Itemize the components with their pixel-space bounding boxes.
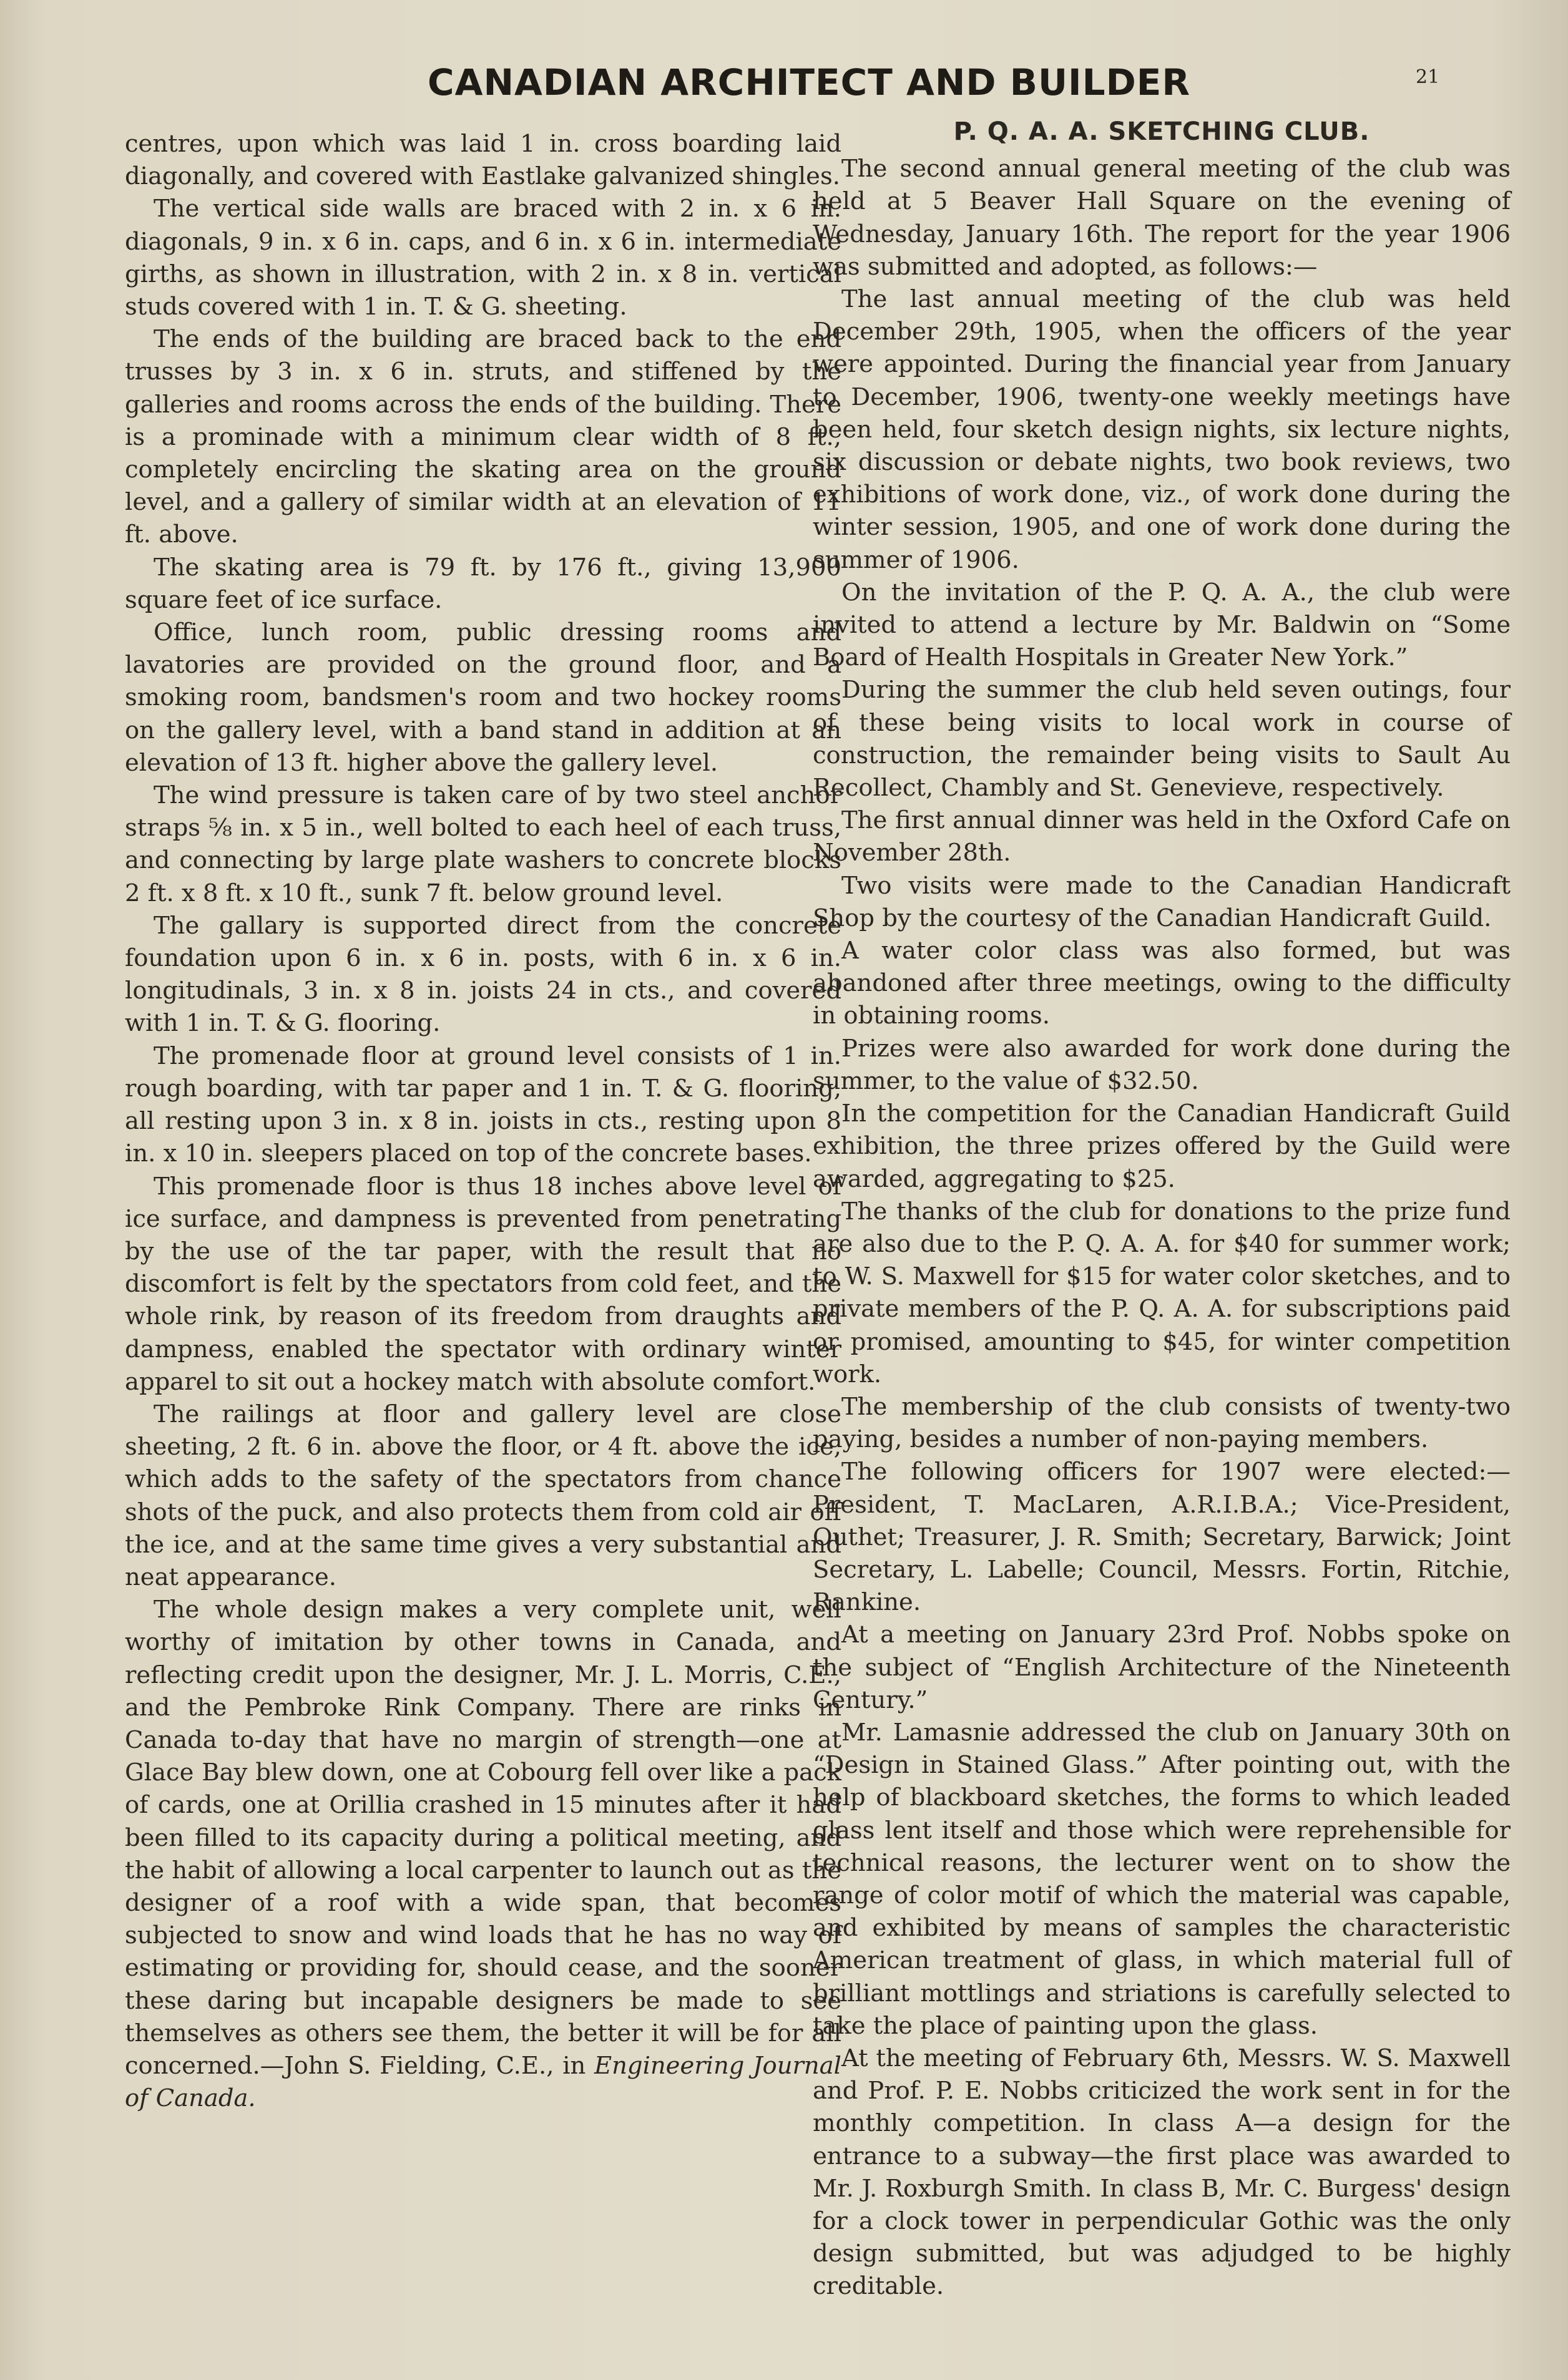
paragraph: The skating area is 79 ft. by 176 ft., giving 13,900 square feet of ice surface.: [125, 553, 841, 614]
right-column: [813, 115, 1511, 2303]
paragraph: The railings at floor and gallery level are close sheeting, 2 ft. 6 in. above the floor, or 4 ft. above the ice, which adds to the safety of the spectators from chance shots of the puck, and also protects them from cold air off the ice, and at the same time gives a very substantial and neat appearance.: [125, 1400, 841, 1591]
paragraph: The wind pressure is taken care of by two steel anchor straps ⅝ in. x 5 in., well bolted to each heel of each truss, and connecting by large plate washers to concrete blocks 2 ft. x 8 ft. x 10 ft., sunk 7 ft. below ground level.: [125, 781, 841, 907]
paragraph: Prizes were also awarded for work done during the summer, to the value of $32.50.: [813, 1034, 1511, 1095]
left-column: [125, 128, 841, 2115]
paragraph: In the competition for the Canadian Handicraft Guild exhibition, the three prizes offered by the Guild were awarded, aggregating to $25.: [813, 1100, 1511, 1193]
paragraph: At the meeting of February 6th, Messrs. W. S. Maxwell and Prof. P. E. Nobbs criticized the work sent in for the monthly competition. In class A—a design for the entrance to a subway—the first place was awarded to Mr. J. Roxburgh Smith. In class B, Mr. C. Burgess' design for a clock tower in perpendicular Gothic was the only design submitted, but was adjudged to be highly creditable.: [813, 2044, 1511, 2301]
paragraph: The vertical side walls are braced with 2 in. x 6 in. diagonals, 9 in. x 6 in. caps, and 6 in. x 6 in. intermediate girths, as shown in illustration, with 2 in. x 8 in. vertical studs covered with 1 in. T. & G. sheeting.: [125, 195, 841, 321]
paragraph: The thanks of the club for donations to the prize fund are also due to the P. Q. A. A. for $40 for summer work; to W. S. Maxwell for $15 for water color sketches, and to private members of the P. Q. A. A. for subscriptions paid or promised, amounting to $45, for winter competition work.: [813, 1197, 1511, 1388]
paragraph: Mr. Lamasnie addressed the club on January 30th on “Design in Stained Glass.” After pointing out, with the help of blackboard sketches, the forms to which leaded glass lent itself and those which were reprehensible for technical reasons, the lecturer went on to show the range of color motif of which the material was capable, and exhibited by means of samples the characteristic American treatment of glass, in which material full of brilliant mottlings and striations is carefully selected to take the place of painting upon the glass.: [813, 1718, 1511, 2040]
page-number: 21: [1416, 66, 1440, 88]
closing-text: The whole design makes a very complete unit, well worthy of imitation by other towns in Canada, and reflecting credit upon the designer, Mr. J. L. Morris, C.E., and the Pembroke Rink Company. There are rinks in Canada to-day that have no margin of strength—one at Glace Bay blew down, one at Cobourg fell over like a pack of cards, one at Orillia crashed in 15 minutes after it had been filled to its capacity during a political meeting, and the habit of allowing a local carpenter to launch out as the designer of a roof with a wide span, that becomes subjected to snow and wind loads that he has no way of estimating or providing for, should cease, and the sooner these daring but incapable designers be made to see themselves as others see them, the better it will be for all concerned.—John S. Fielding, C.E., in: [125, 1596, 841, 2080]
closing-paragraph: [125, 1594, 841, 2115]
paragraph: The following officers for 1907 were elected:—President, T. MacLaren, A.R.I.B.A.; Vice-President, Outhet; Treasurer, J. R. Smith; Secretary, Barwick; Joint Secretary, L. Labelle; Council, Messrs. Fortin, Ritchie, Rankine.: [813, 1458, 1511, 1617]
page-header: [0, 55, 1568, 124]
paragraph: The last annual meeting of the club was held December 29th, 1905, when the officers of the year were appointed. During the financial year from January to December, 1906, twenty-one weekly meetings have been held, four sketch design nights, six lecture nights, six discussion or debate nights, two book reviews, two exhibitions of work done, viz., of work done during the winter session, 1905, and one of work done during the summer of 1906.: [813, 285, 1511, 574]
paragraph: A water color class was also formed, but was abandoned after three meetings, owing to the difficulty in obtaining rooms.: [813, 937, 1511, 1030]
paragraph: Office, lunch room, public dressing rooms and lavatories are provided on the ground floor, and a smoking room, bandsmen's room and two hockey rooms on the gallery level, with a band stand in addition at an elevation of 13 ft. higher above the gallery level.: [125, 618, 841, 777]
paragraph: The promenade floor at ground level consists of 1 in. rough boarding, with tar paper and 1 in. T. & G. flooring, all resting upon 3 in. x 8 in. joists in cts., resting upon 8 in. x 10 in. sleepers placed on top of the concrete bases.: [125, 1041, 841, 1168]
paragraph: This promenade floor is thus 18 inches above level of ice surface, and dampness is prevented from penetrating by the use of the tar paper, with the result that no discomfort is felt by the spectators from cold feet, and the whole rink, by reason of its freedom from draughts and dampness, enabled the spectator with ordinary winter apparel to sit out a hockey match with absolute comfort.: [125, 1172, 841, 1396]
paragraph: The second annual general meeting of the club was held at 5 Beaver Hall Square on the evening of Wednesday, January 16th. The report for the year 1906 was submitted and adopted, as follows:—: [813, 155, 1511, 281]
paragraph: On the invitation of the P. Q. A. A., the club were invited to attend a lecture by Mr. Baldwin on “Some Board of Health Hospitals in Greater New York.”: [813, 578, 1511, 672]
paragraph: At a meeting on January 23rd Prof. Nobbs spoke on the subject of “English Architecture of the Nineteenth Century.”: [813, 1621, 1511, 1714]
paragraph: The first annual dinner was held in the Oxford Cafe on November 28th.: [813, 806, 1511, 867]
source-journal: Engineering Journal of Canada.: [125, 2051, 841, 2113]
paragraph: The gallary is supported direct from the concrete foundation upon 6 in. x 6 in. posts, with 6 in. x 6 in. longitudinals, 3 in. x 8 in. joists 24 in cts., and covered with 1 in. T. & G. flooring.: [125, 911, 841, 1038]
paragraph: centres, upon which was laid 1 in. cross boarding laid diagonally, and covered with Eastlake galvanized shingles.: [125, 130, 841, 191]
paragraph: The ends of the building are braced back to the end trusses by 3 in. x 6 in. struts, and stiffened by the galleries and rooms across the ends of the building. There is a prominade with a minimum clear width of 8 ft., completely encircling the skating area on the ground level, and a gallery of similar width at an elevation of 11 ft. above.: [125, 325, 841, 549]
paragraph: The membership of the club consists of twenty-two paying, besides a number of non-paying members.: [813, 1392, 1511, 1454]
article-heading: P. Q. A. A. SKETCHING CLUB.: [953, 117, 1370, 146]
paragraph: During the summer the club held seven outings, four of these being visits to local work in course of construction, the remainder being visits to Sault Au Recollect, Chambly and St. Genevieve, respectively.: [813, 676, 1511, 802]
journal-title: CANADIAN ARCHITECT AND BUILDER: [428, 61, 1191, 104]
paragraph: Two visits were made to the Canadian Handicraft Shop by the courtesy of the Canadian Handicraft Guild.: [813, 871, 1511, 932]
